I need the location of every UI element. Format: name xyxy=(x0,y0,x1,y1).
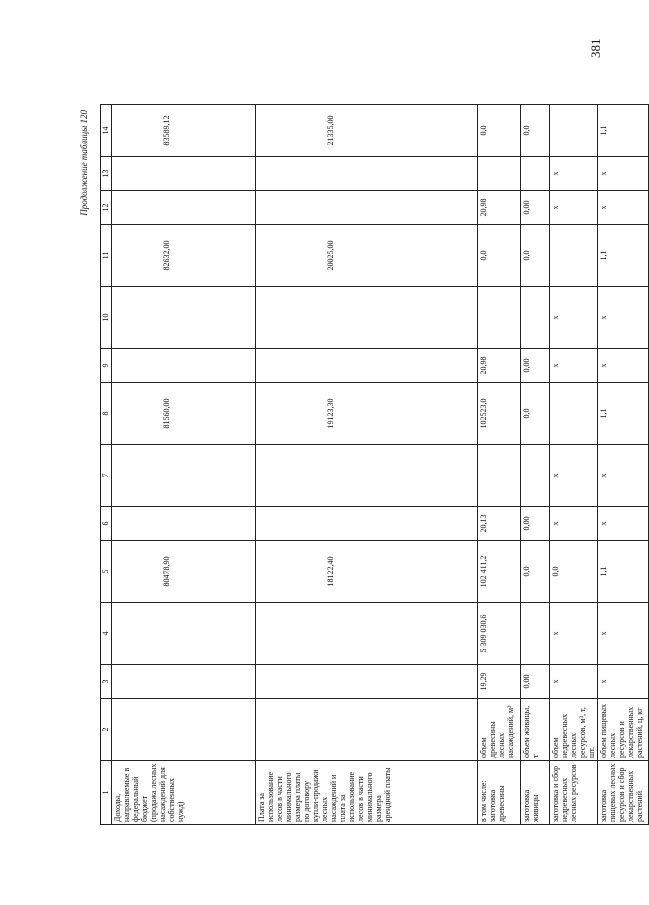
table-cell: 1,1 xyxy=(598,541,649,603)
table-row xyxy=(521,105,550,825)
column-number-row xyxy=(101,105,112,825)
table-cell: объем недревесных лесных ресурсов, м³, т, шт. xyxy=(550,699,598,761)
table-cell: x xyxy=(598,287,649,349)
rotated-table-page xyxy=(79,105,645,825)
table-cell xyxy=(256,699,478,761)
column-header: 4 xyxy=(101,603,112,665)
table-cell: x xyxy=(550,157,598,191)
column-header: 1 xyxy=(101,761,112,825)
table-cell: 0,0 xyxy=(478,225,521,287)
row-label: заготовка пищевых лесных ресурсов и сбор лекарственных растений xyxy=(598,761,649,825)
column-header: 9 xyxy=(101,349,112,383)
table-row xyxy=(478,105,521,825)
table-cell xyxy=(112,445,256,507)
table-cell xyxy=(112,699,256,761)
column-header: 13 xyxy=(101,157,112,191)
forest-revenue-table xyxy=(100,104,649,825)
table-cell: x xyxy=(550,445,598,507)
table-cell: x xyxy=(598,191,649,225)
table-cell: x xyxy=(598,445,649,507)
table-cell: 1,1 xyxy=(598,225,649,287)
table-cell: объем живицы, т xyxy=(521,699,550,761)
table-cell: 20025,00 xyxy=(256,225,478,287)
table-cell: x xyxy=(550,665,598,699)
table-cell: 82632,00 xyxy=(112,225,256,287)
row-label: Доходы, направляемые в федеральный бюджет (продажа лесных насаждений для собственных нужд) xyxy=(112,761,256,825)
table-cell: 1,1 xyxy=(598,383,649,445)
table-cell: 0,0 xyxy=(521,105,550,157)
table-cell: 20,13 xyxy=(478,507,521,541)
table-cell: 102 411,2 xyxy=(478,541,521,603)
table-cell xyxy=(550,105,598,157)
table-cell xyxy=(478,287,521,349)
table-cell: x xyxy=(598,603,649,665)
column-header: 11 xyxy=(101,225,112,287)
table-cell: x xyxy=(598,157,649,191)
table-cell: x xyxy=(550,507,598,541)
table-cell: 0,00 xyxy=(521,665,550,699)
table-cell xyxy=(112,191,256,225)
table-cell: объем пищевых лесных ресурсов и лекарственных растений, ц, кг xyxy=(598,699,649,761)
table-cell: x xyxy=(550,603,598,665)
row-label: заготовка и сбор недревесных лесных ресурсов xyxy=(550,761,598,825)
table-cell: x xyxy=(598,349,649,383)
table-continuation-caption: Продолжение таблицы 120 xyxy=(79,110,89,216)
table-cell xyxy=(256,191,478,225)
table-cell: 5 309 030,6 xyxy=(478,603,521,665)
table-cell: 0,00 xyxy=(521,191,550,225)
table-cell xyxy=(550,383,598,445)
table-cell: 81560,00 xyxy=(112,383,256,445)
table-cell: 0,0 xyxy=(550,541,598,603)
table-cell: 20,98 xyxy=(478,349,521,383)
table-cell: 1,1 xyxy=(598,105,649,157)
column-header: 8 xyxy=(101,383,112,445)
table-cell: x xyxy=(550,349,598,383)
table-cell xyxy=(521,157,550,191)
table-cell: 21335,00 xyxy=(256,105,478,157)
table-cell: x xyxy=(550,287,598,349)
column-header: 2 xyxy=(101,699,112,761)
table-cell xyxy=(112,507,256,541)
table-cell: 19123,30 xyxy=(256,383,478,445)
column-header: 14 xyxy=(101,105,112,157)
table-cell: x xyxy=(598,665,649,699)
table-cell: 80478,90 xyxy=(112,541,256,603)
row-label: в том числе: заготовка древесины xyxy=(478,761,521,825)
table-cell xyxy=(112,287,256,349)
column-header: 5 xyxy=(101,541,112,603)
table-cell: 0,0 xyxy=(521,225,550,287)
table-cell: 19,29 xyxy=(478,665,521,699)
table-row xyxy=(550,105,598,825)
table-cell xyxy=(550,225,598,287)
table-row xyxy=(256,105,478,825)
table-cell: 18122,40 xyxy=(256,541,478,603)
table-cell: 20,98 xyxy=(478,191,521,225)
table-cell xyxy=(256,507,478,541)
table-cell: 0,0 xyxy=(521,541,550,603)
table-cell xyxy=(478,445,521,507)
table-cell: 0,00 xyxy=(521,349,550,383)
table-cell xyxy=(521,603,550,665)
table-cell: 83589,12 xyxy=(112,105,256,157)
table-cell xyxy=(112,603,256,665)
table-cell xyxy=(256,287,478,349)
table-row xyxy=(112,105,256,825)
column-header: 10 xyxy=(101,287,112,349)
table-cell xyxy=(112,665,256,699)
table-row xyxy=(598,105,649,825)
table-cell: 102523,0 xyxy=(478,383,521,445)
table-cell: 0,00 xyxy=(521,507,550,541)
table-cell xyxy=(478,157,521,191)
table-cell xyxy=(256,157,478,191)
table-cell: x xyxy=(550,191,598,225)
column-header: 12 xyxy=(101,191,112,225)
page-number: 381 xyxy=(588,38,603,58)
table-cell xyxy=(256,665,478,699)
table-cell xyxy=(112,349,256,383)
table-cell: x xyxy=(598,507,649,541)
row-label: заготовка живицы xyxy=(521,761,550,825)
table-cell xyxy=(112,157,256,191)
table-cell: объем древесины лесных насаждений, м³ xyxy=(478,699,521,761)
table-cell: 0,0 xyxy=(521,383,550,445)
table-cell xyxy=(256,349,478,383)
table-cell xyxy=(521,287,550,349)
column-header: 3 xyxy=(101,665,112,699)
table-cell: 0,0 xyxy=(478,105,521,157)
table-cell xyxy=(521,445,550,507)
column-header: 7 xyxy=(101,445,112,507)
row-label: Плата за использование лесов в части минимального размера платы по договору купли-продажи лесных насаждений и плата за использование лесов в части минимального размера арендной платы xyxy=(256,761,478,825)
column-header: 6 xyxy=(101,507,112,541)
table-cell xyxy=(256,603,478,665)
table-cell xyxy=(256,445,478,507)
